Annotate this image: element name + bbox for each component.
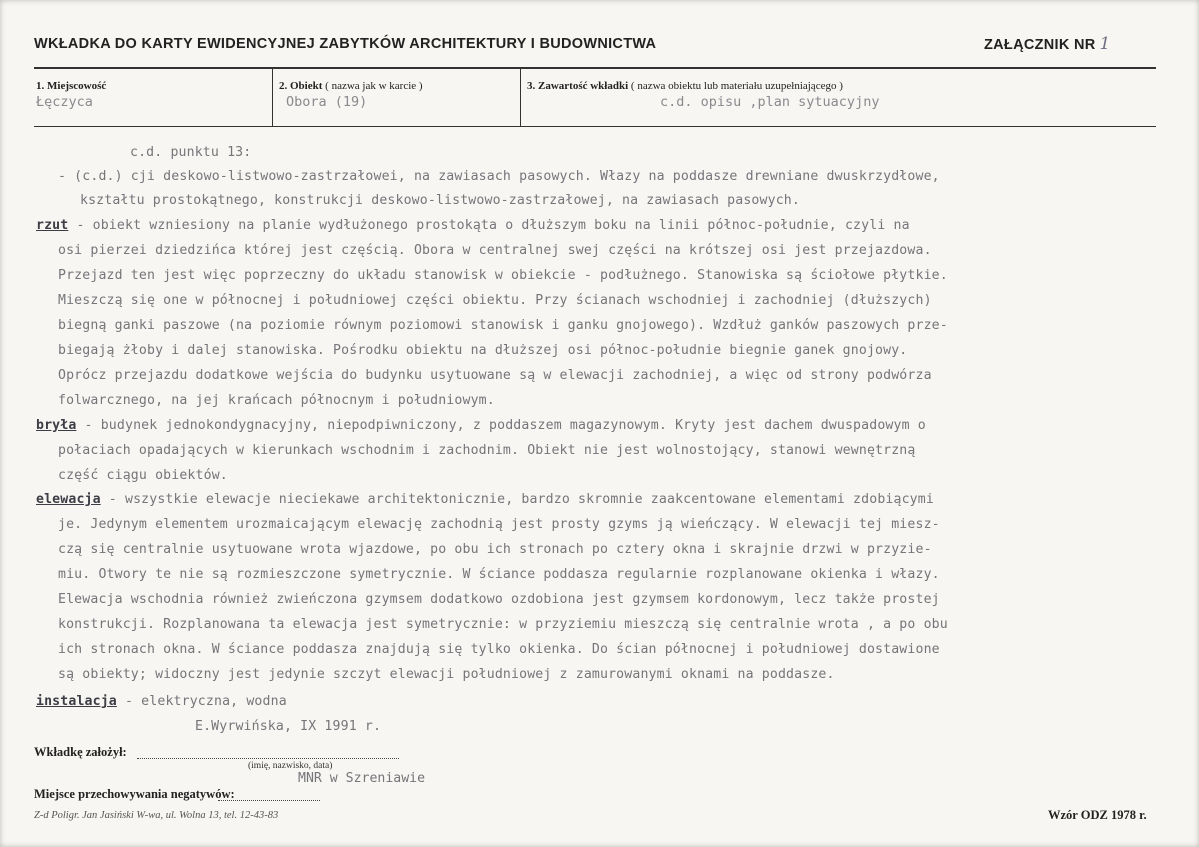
body-line: ich stronach okna. W ściance poddasza znajdują się tylko okienka. Do ścian północnej i południowej dostawione <box>58 642 940 657</box>
section-heading-bryla: bryła <box>36 418 77 433</box>
object-label <box>279 80 423 92</box>
content-hint: ( nazwa obiektu lub materiału uzupełniającego ) <box>630 80 843 92</box>
body-line: Mieszczą się one w północnej i południowej części obiektu. Przy ścianach wschodniej i zachodniej (dłuższych) <box>58 293 932 308</box>
body-line: konstrukcji. Rozplanowana ta elewacja jest symetrycznie: w przyziemiu mieszczą się centralnie wrota , a po obu <box>58 617 948 632</box>
body-line: miu. Otwory te nie są rozmieszczone symetrycznie. W ściance poddasza regularnie rozplanowane okienka i włazy. <box>58 567 940 582</box>
printer-imprint: Z-d Poligr. Jan Jasiński W-wa, ul. Wolna 13, tel. 12-43-83 <box>34 810 279 821</box>
body-line <box>36 218 910 233</box>
annex-label <box>984 34 1111 54</box>
body-line: Elewacja wschodnia również zwieńczona gzymsem dodatkowo ozdobiona jest gzymsem kordonowym, lecz także prostej <box>58 592 940 607</box>
section-heading-rzut: rzut <box>36 218 69 233</box>
body-line: są obiekty; widoczny jest jedynie szczyt elewacji południowej z zamurowanymi oknami na poddasze. <box>58 667 835 682</box>
body-line: Oprócz przejazdu dodatkowe wejścia do budynku usytuowane są w elewacji zachodniej, a więc od strony podwórza <box>58 368 932 383</box>
body-line: połaciach opadających w kierunkach wschodnim i zachodnim. Obiekt nie jest wolnostojący, stanowi wewnętrzną <box>58 443 916 458</box>
object-label-text: 2. Obiekt <box>279 80 323 92</box>
body-line: c.d. punktu 13: <box>130 145 252 160</box>
author-hint: (imię, nazwisko, data) <box>248 761 333 771</box>
signature-line: E.Wyrwińska, IX 1991 r. <box>195 719 382 734</box>
body-line-text: - obiekt wzniesiony na planie wydłużonego prostokąta o dłuższym boku na linii północ-południe, czyli na <box>68 218 910 233</box>
form-title: WKŁADKA DO KARTY EWIDENCYJNEJ ZABYTKÓW ARCHITEKTURY I BUDOWNICTWA <box>34 36 657 52</box>
body-line: biegną ganki paszowe (na poziomie równym poziomowi stanowisk i ganku gnojowego). Wzdłuż ganków paszowych prze- <box>58 318 948 333</box>
locality-label: 1. Miejscowość <box>36 80 107 92</box>
grid-bottom-rule <box>34 126 1156 127</box>
section-heading-elewacja: elewacja <box>36 492 101 507</box>
content-label-text: 3. Zawartość wkładki <box>527 80 629 92</box>
grid-divider-1 <box>272 68 273 126</box>
body-line <box>36 492 934 507</box>
body-line: część ciągu obiektów. <box>58 468 228 483</box>
form-version: Wzór ODZ 1978 r. <box>1048 808 1147 822</box>
locality-value: Łęczyca <box>36 94 93 110</box>
body-line: biegają żłoby i dalej stanowiska. Pośrodku obiektu na dłuższej osi północ-południe biegnie ganek gnojowy. <box>58 343 908 358</box>
annex-number: 1 <box>1099 34 1111 54</box>
body-line: je. Jedynym elementem urozmaicającym elewację zachodnią jest prosty gzyms ją wieńczący. W elewacji tej miesz- <box>58 517 940 532</box>
storage-dotted-line <box>218 800 320 801</box>
body-line: osi pierzei dziedzińca której jest częścią. Obora w centralnej swej części na krótszej osi jest przejazdowa. <box>58 243 932 258</box>
author-dotted-line <box>137 758 399 759</box>
annex-label-text: ZAŁĄCZNIK NR <box>984 37 1096 53</box>
body-line: czą się centralnie usytuowane wrota wjazdowe, po obu ich stronach po cztery okna i skrajnie drzwi w przyzie- <box>58 542 932 557</box>
body-line-text: - wszystkie elewacje nieciekawe architektonicznie, bardzo skromnie zaakcentowane elementami zdobiącymi <box>100 492 934 507</box>
storage-label: Miejsce przechowywania negatywów: <box>34 787 235 801</box>
body-line <box>36 418 926 433</box>
content-value: c.d. opisu ,plan sytuacyjny <box>660 94 880 110</box>
object-hint: ( nazwa jak w karcie ) <box>325 80 423 92</box>
content-label <box>527 80 843 92</box>
author-label: Wkładkę założył: <box>34 745 127 759</box>
grid-divider-2 <box>520 68 521 126</box>
body-line: folwarcznego, na jej krańcach północnym i południowym. <box>58 393 495 408</box>
storage-value: MNR w Szreniawie <box>298 771 426 786</box>
body-line: kształtu prostokątnego, konstrukcji deskowo-listwowo-zastrzałowej, na zawiasach pasowych. <box>80 193 800 208</box>
object-value: Obora (19) <box>286 94 368 110</box>
body-line: - (c.d.) cji deskowo-listwowo-zastrzałowei, na zawiasach pasowych. Włazy na poddasze drewniane dwuskrzydłowe, <box>58 169 940 184</box>
body-line: Przejazd ten jest więc poprzeczny do układu stanowisk w obiekcie - podłużnego. Stanowiska są ściołowe płytkie. <box>58 268 948 283</box>
grid-top-rule <box>34 67 1156 69</box>
section-heading-instalacja: instalacja <box>36 694 117 709</box>
body-line-text: - elektryczna, wodna <box>116 694 287 709</box>
body-line-text: - budynek jednokondygnacyjny, niepodpiwniczony, z poddaszem magazynowym. Kryty jest dachem dwuspadowym o <box>76 418 926 433</box>
body-line <box>36 694 287 709</box>
